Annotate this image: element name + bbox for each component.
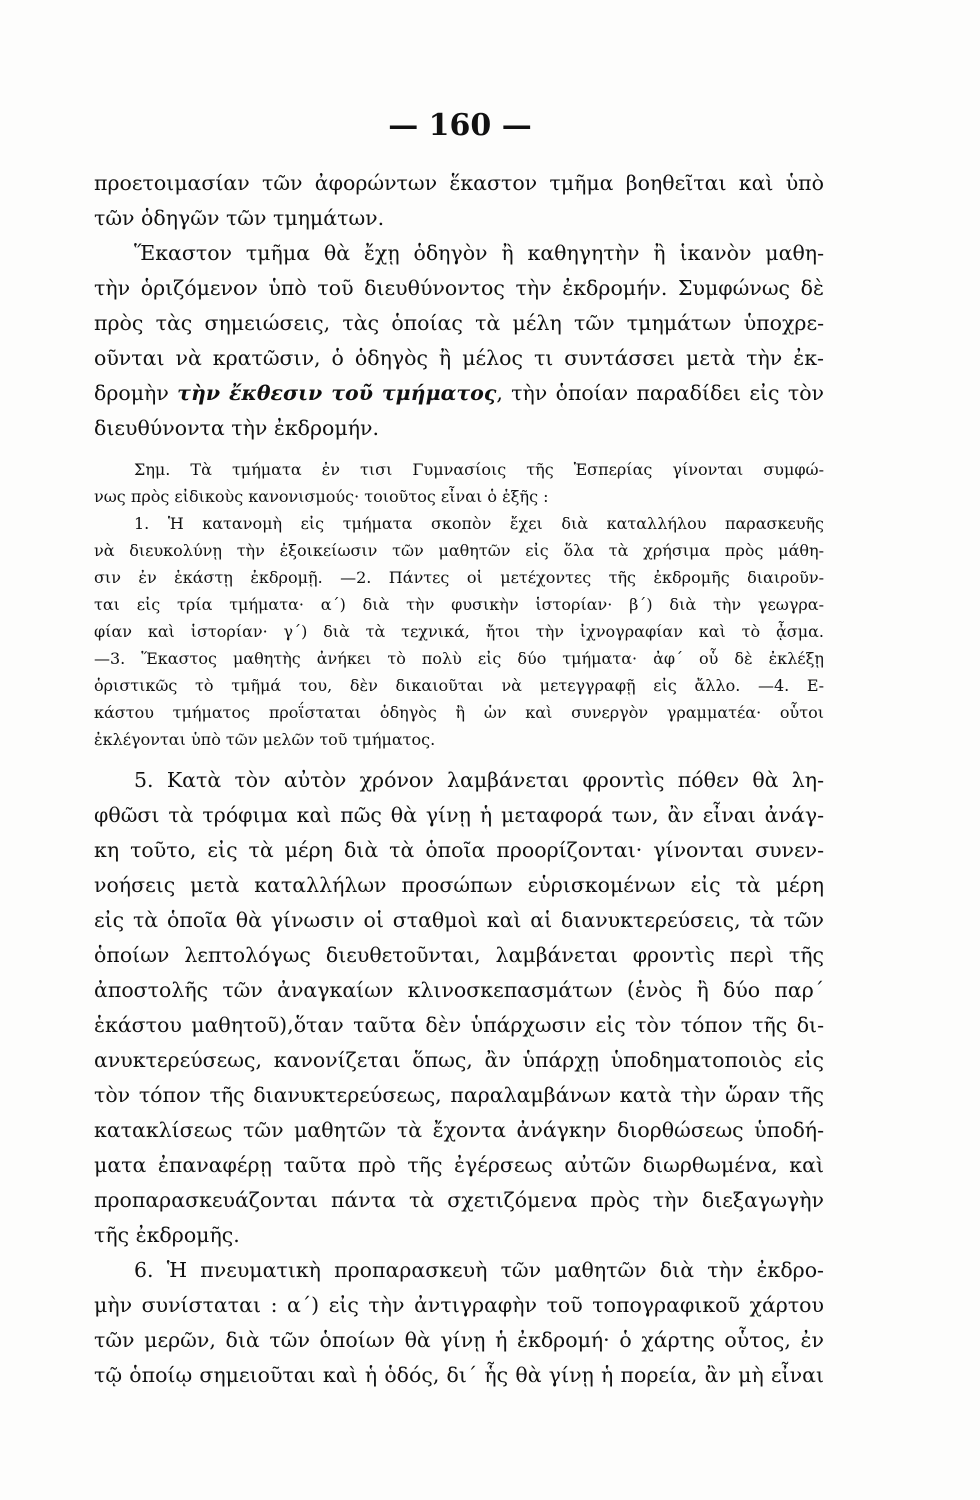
text-line: κατακλίσεως τῶν μαθητῶν τὰ ἔχοντα ἀνάγκην διορθώσεως ὑποδή- (94, 1118, 824, 1142)
text-line: μὴν συνίσταται : α΄) εἰς τὴν ἀντιγραφὴν τοῦ τοπογραφικοῦ χάρτου (94, 1293, 824, 1317)
text-line: ἑκάστου μαθητοῦ),ὅταν ταῦτα δὲν ὑπάρχωσιν εἰς τὸν τόπον τῆς δι- (94, 1013, 824, 1037)
note-line: 1. Ἡ κατανομὴ εἰς τμήματα σκοπὸν ἔχει διὰ καταλλήλου παρασκευῆς (134, 514, 824, 533)
spacer (94, 446, 824, 456)
text-line: προετοιμασίαν τῶν ἀφορώντων ἕκαστον τμῆμα βοηθεῖται καὶ ὑπὸ (94, 171, 824, 195)
note-line: —3. Ἕκαστος μαθητὴς ἀνήκει τὸ πολὺ εἰς δύο τμήματα· ἀφ΄ οὗ δὲ ἐκλέξῃ (94, 649, 824, 668)
text-line: οῦνται νὰ κρατῶσιν, ὁ ὁδηγὸς ἢ μέλος τι συντάσσει μετὰ τὴν ἐκ- (94, 346, 824, 370)
text-line: 5. Κατὰ τὸν αὐτὸν χρόνον λαμβάνεται φροντὶς πόθεν θὰ λη- (134, 768, 824, 792)
text-span: , τὴν ὁποίαν παραδίδει εἰς τὸν (496, 381, 824, 405)
text-line: φθῶσι τὰ τρόφιμα καὶ πῶς θὰ γίνῃ ἡ μεταφορά των, ἂν εἶναι ἀνάγ- (94, 803, 824, 827)
text-line-with-emphasis (94, 376, 824, 411)
text-line: τῆς ἐκδρομῆς. (94, 1223, 240, 1247)
note-line: ἐκλέγονται ὑπὸ τῶν μελῶν τοῦ τμήματος. (94, 730, 436, 749)
text-line: ὁποίων λεπτολόγως διευθετοῦνται, λαμβάνεται φροντὶς περὶ τῆς (94, 943, 824, 967)
text-line: τὴν ὁριζόμενον ὑπὸ τοῦ διευθύνοντος τὴν ἐκδρομήν. Συμφώνως δὲ (94, 276, 824, 300)
text-span: δρομὴν (94, 381, 178, 405)
emphasized-phrase: τὴν ἔκθεσιν τοῦ τμήματος (177, 381, 497, 405)
body-text (94, 166, 824, 1393)
text-line: Ἕκαστον τμῆμα θὰ ἔχῃ ὁδηγὸν ἢ καθηγητὴν ἢ ἱκανὸν μαθη- (134, 241, 824, 265)
note-line: κάστου τμήματος προΐσταται ὁδηγὸς ἢ ὡν καὶ συνεργὸν γραμματέα· οὗτοι (94, 703, 824, 722)
text-line: τῶν ὁδηγῶν τῶν τμημάτων. (94, 206, 385, 230)
text-line: πρὸς τὰς σημειώσεις, τὰς ὁποίας τὰ μέλη τῶν τμημάτων ὑποχρε- (94, 311, 824, 335)
note-line: νὰ διευκολύνῃ τὴν ἐξοικείωσιν τῶν μαθητῶν εἰς ὅλα τὰ χρήσιμα πρὸς μάθη- (94, 541, 824, 560)
note-line: φίαν καὶ ἱστορίαν· γ΄) διὰ τὰ τεχνικά, ἤτοι τὴν ἰχνογραφίαν καὶ τὸ ᾆσμα. (94, 622, 824, 641)
text-line: διευθύνοντα τὴν ἐκδρομήν. (94, 416, 379, 440)
text-line: νοήσεις μετὰ καταλλήλων προσώπων εὑρισκομένων εἰς τὰ μέρη (94, 873, 824, 897)
note-line: ται εἰς τρία τμήματα· α΄) διὰ τὴν φυσικὴν ἱστορίαν· β΄) διὰ τὴν γεωγρα- (94, 595, 824, 614)
text-line: εἰς τὰ ὁποῖα θὰ γίνωσιν οἱ σταθμοὶ καὶ αἱ διανυκτερεύσεις, τὰ τῶν (94, 908, 824, 932)
text-line: προπαρασκευάζονται πάντα τὰ σχετιζόμενα πρὸς τὴν διεξαγωγὴν (94, 1188, 824, 1212)
page-number: — 160 — (388, 108, 532, 143)
text-line: τὸν τόπον τῆς διανυκτερεύσεως, παραλαμβάνων κατὰ τὴν ὥραν τῆς (94, 1083, 824, 1107)
text-line: τῷ ὁποίῳ σημειοῦται καὶ ἡ ὁδός, δι΄ ἧς θὰ γίνῃ ἡ πορεία, ἂν μὴ εἶναι (94, 1363, 824, 1387)
text-line: ματα ἐπαναφέρῃ ταῦτα πρὸ τῆς ἐγέρσεως αὐτῶν διωρθωμένα, καὶ (94, 1153, 824, 1177)
note-line: νως πρὸς εἰδικοὺς κανονισμούς· τοιοῦτος εἶναι ὁ ἑξῆς : (94, 487, 549, 506)
text-line: κη τοῦτο, εἰς τὰ μέρη διὰ τὰ ὁποῖα προορίζονται· γίνονται συνεν- (94, 838, 824, 862)
text-line: τῶν μερῶν, διὰ τῶν ὁποίων θὰ γίνῃ ἡ ἐκδρομή· ὁ χάρτης οὗτος, ἐν (94, 1328, 824, 1352)
text-line: 6. Ἡ πνευματικὴ προπαρασκευὴ τῶν μαθητῶν διὰ τὴν ἐκδρο- (134, 1258, 824, 1282)
text-line: ανυκτερεύσεως, κανονίζεται ὅπως, ἂν ὑπάρχῃ ὑποδηματοποιὸς εἰς (94, 1048, 824, 1072)
note-line: ὁριστικῶς τὸ τμῆμά του, δὲν δικαιοῦται νὰ μετεγγραφῇ εἰς ἄλλο. —4. Ε- (94, 676, 824, 695)
note-line: σιν ἐν ἑκάστῃ ἐκδρομῇ. —2. Πάντες οἱ μετέχοντες τῆς ἐκδρομῆς διαιροῦν- (94, 568, 824, 587)
spacer (94, 753, 824, 763)
note-line: Σημ. Τὰ τμήματα ἐν τισι Γυμνασίοις τῆς Ἑσπερίας γίνονται συμφώ- (134, 460, 824, 479)
text-line: ἀποστολῆς τῶν ἀναγκαίων κλινοσκεπασμάτων (ἑνὸς ἢ δύο παρ΄ (94, 978, 824, 1002)
